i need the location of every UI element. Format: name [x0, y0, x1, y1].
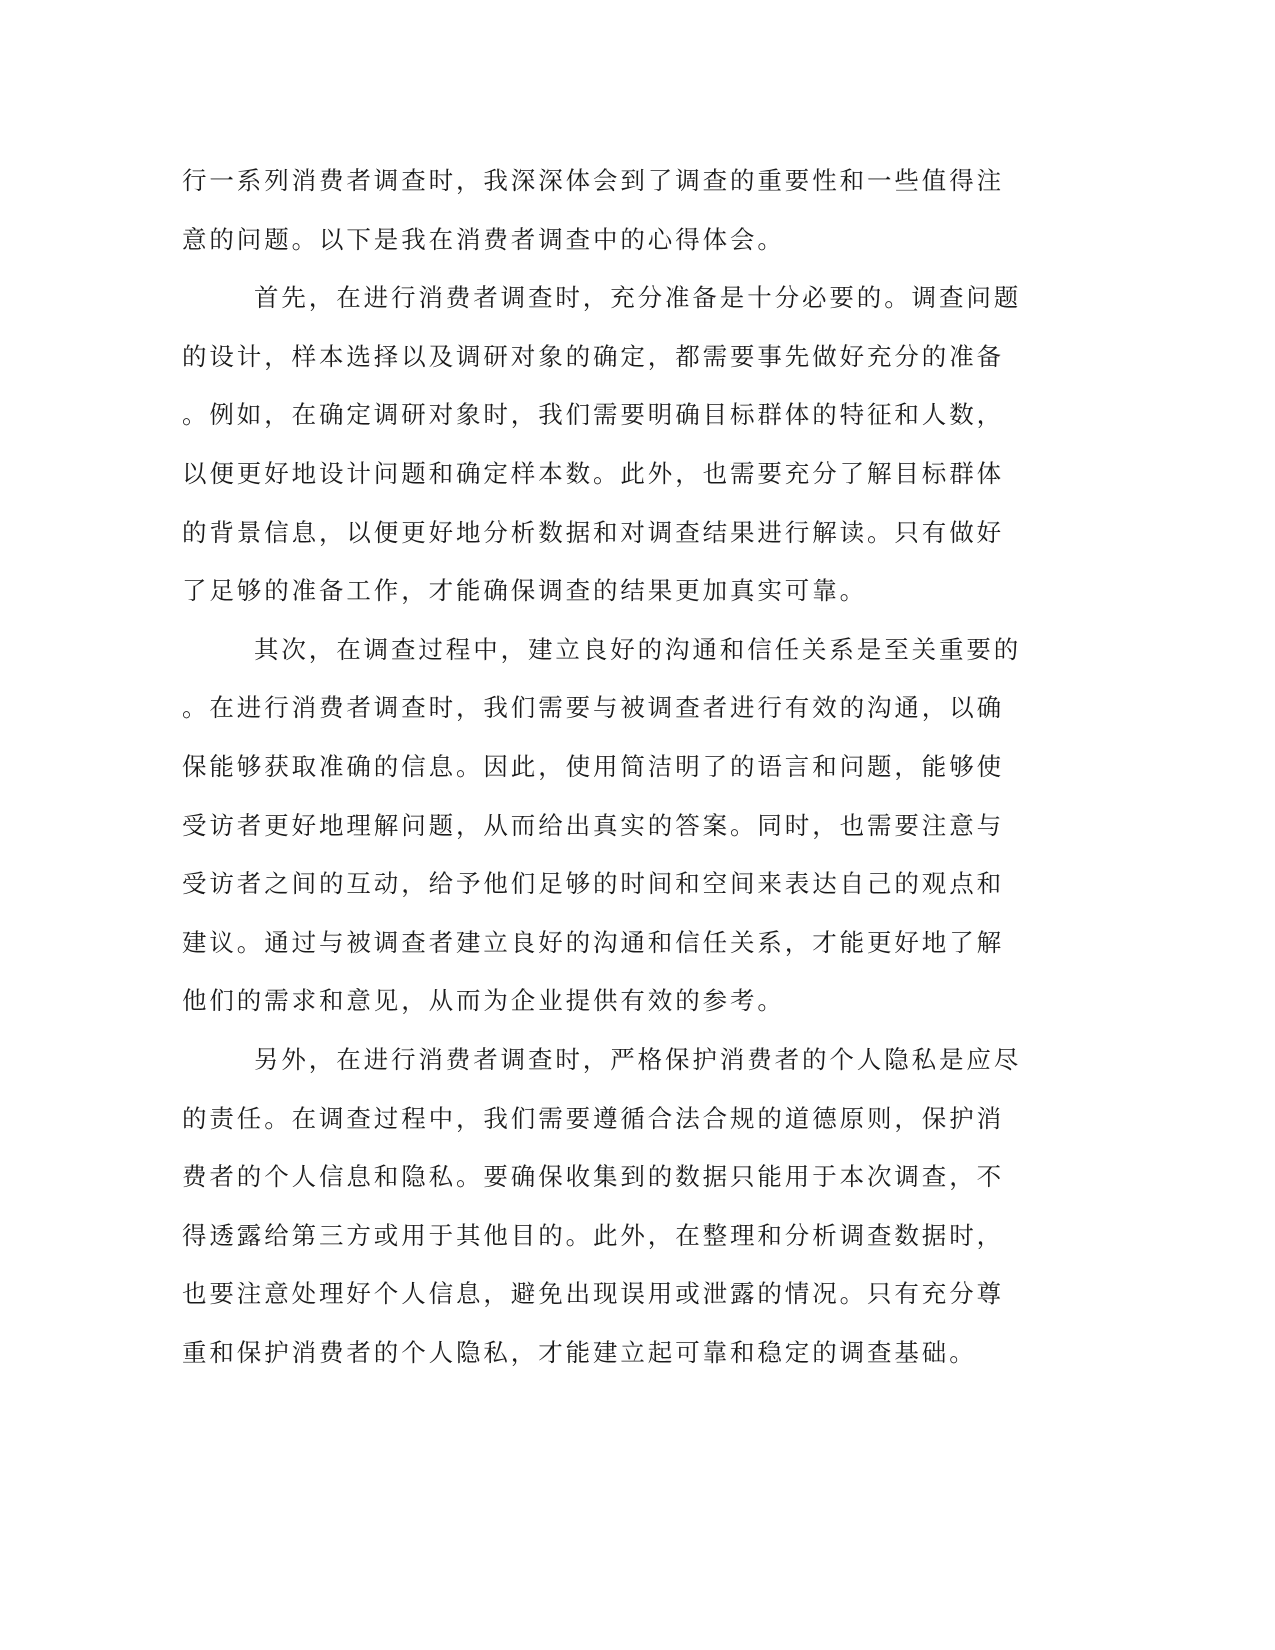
text-line: 的背景信息，以便更好地分析数据和对调查结果进行解读。只有做好 [182, 517, 1004, 547]
paragraph-first-line: 另外，在进行消费者调查时，严格保护消费者的个人隐私是应尽 [254, 1044, 1022, 1074]
text-line: 得透露给第三方或用于其他目的。此外，在整理和分析调查数据时， [182, 1220, 1004, 1250]
text-line: 受访者之间的互动，给予他们足够的时间和空间来表达自己的观点和 [182, 869, 1004, 899]
document-body [182, 152, 1042, 1382]
text-line: 重和保护消费者的个人隐私，才能建立起可靠和稳定的调查基础。 [182, 1337, 977, 1367]
text-line: 行一系列消费者调查时，我深深体会到了调查的重要性和一些值得注 [182, 166, 1004, 195]
text-line: 保能够获取准确的信息。因此，使用简洁明了的语言和问题，能够使 [182, 751, 1004, 781]
text-line: 的设计，样本选择以及调研对象的确定，都需要事先做好充分的准备 [182, 341, 1004, 371]
text-line: 他们的需求和意见，从而为企业提供有效的参考。 [182, 986, 785, 1016]
text-line: 也要注意处理好个人信息，避免出现误用或泄露的情况。只有充分尊 [182, 1279, 1004, 1309]
text-line: 。例如，在确定调研对象时，我们需要明确目标群体的特征和人数， [182, 400, 1004, 430]
text-line: 费者的个人信息和隐私。要确保收集到的数据只能用于本次调查，不 [182, 1162, 1004, 1192]
text-line: 意的问题。以下是我在消费者调查中的心得体会。 [182, 224, 785, 254]
text-line: 了足够的准备工作，才能确保调查的结果更加真实可靠。 [182, 576, 867, 606]
text-line: 以便更好地设计问题和确定样本数。此外，也需要充分了解目标群体 [182, 458, 1004, 488]
text-line: 的责任。在调查过程中，我们需要遵循合法合规的道德原则，保护消 [182, 1103, 1004, 1133]
text-line: 。在进行消费者调查时，我们需要与被调查者进行有效的沟通，以确 [182, 693, 1004, 723]
paragraph-first-line: 首先，在进行消费者调查时，充分准备是十分必要的。调查问题 [254, 283, 1022, 313]
paragraph-first-line: 其次，在调查过程中，建立良好的沟通和信任关系是至关重要的 [254, 634, 1022, 664]
text-line: 建议。通过与被调查者建立良好的沟通和信任关系，才能更好地了解 [182, 927, 1004, 957]
text-line: 受访者更好地理解问题，从而给出真实的答案。同时，也需要注意与 [182, 810, 1004, 840]
